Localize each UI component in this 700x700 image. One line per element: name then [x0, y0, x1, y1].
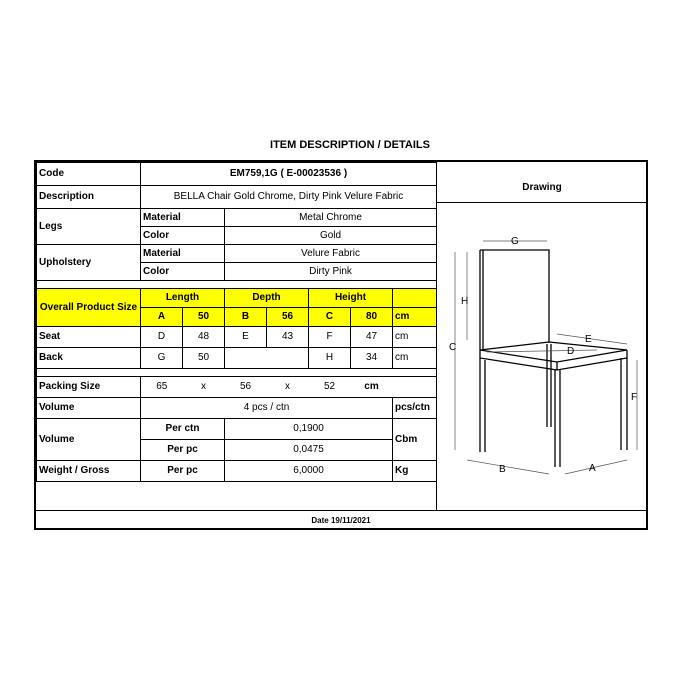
upholstery-label: Upholstery [37, 245, 141, 281]
code-label: Code [37, 163, 141, 186]
seat-label: Seat [37, 327, 141, 348]
chair-backrest [480, 250, 549, 350]
drawing-divider [437, 202, 647, 203]
legs-material-row [37, 209, 437, 227]
f-value: 47 [351, 327, 393, 348]
a-value: 50 [183, 308, 225, 327]
chair-leg-front-left [555, 370, 560, 467]
volume-pcs-unit: pcs/ctn [393, 398, 437, 419]
packing-x1: x [183, 377, 225, 398]
weight-row [37, 461, 437, 482]
per-ctn-label: Per ctn [141, 419, 225, 440]
packing-label: Packing Size [37, 377, 141, 398]
depth-header: Depth [225, 289, 309, 308]
back-label: Back [37, 348, 141, 369]
volume-cbm-unit: Cbm [393, 419, 437, 461]
spec-table [36, 162, 437, 482]
volume-pcs-label: Volume [37, 398, 141, 419]
h-label: H [309, 348, 351, 369]
upholstery-color-value: Dirty Pink [225, 263, 437, 281]
dim-a-line [565, 460, 627, 474]
dim-e-label: E [585, 334, 592, 345]
dim-d-line [487, 350, 597, 352]
dim-b-label: B [499, 464, 506, 475]
back-row [37, 348, 437, 369]
packing-height: 52 [309, 377, 351, 398]
dim-f-label: F [631, 392, 638, 403]
f-label: F [309, 327, 351, 348]
legs-material-label: Material [141, 209, 225, 227]
d-value: 48 [183, 327, 225, 348]
packing-unit: cm [351, 377, 393, 398]
per-pc-label: Per pc [141, 440, 225, 461]
dim-a-label: A [589, 463, 596, 474]
dim-g-label: G [511, 236, 519, 247]
c-label: C [309, 308, 351, 327]
drawing-title: Drawing [522, 182, 562, 193]
chair-leg-front-right [621, 358, 627, 450]
overall-unit: cm [393, 308, 437, 327]
packing-empty-cell [393, 377, 437, 398]
back-empty-cell [225, 348, 309, 369]
weight-value: 6,0000 [225, 461, 393, 482]
description-value: BELLA Chair Gold Chrome, Dirty Pink Velure Fabric [141, 186, 437, 209]
code-row [37, 163, 437, 186]
overall-size-label: Overall Product Size [37, 289, 141, 327]
weight-label: Weight / Gross [37, 461, 141, 482]
height-header: Height [309, 289, 393, 308]
per-ctn-value: 0,1900 [225, 419, 393, 440]
b-value: 56 [267, 308, 309, 327]
upholstery-material-row [37, 245, 437, 263]
chair-drawing [447, 222, 642, 482]
per-pc-value: 0,0475 [225, 440, 393, 461]
document-title: ITEM DESCRIPTION / DETAILS [270, 139, 430, 151]
drawing-panel [436, 162, 646, 510]
back-unit: cm [393, 348, 437, 369]
dim-e-line [557, 334, 627, 344]
footer-date: Date 19/11/2021 [36, 510, 646, 531]
dim-d-label: D [567, 346, 575, 357]
dim-b-line [467, 460, 549, 474]
chair-leg-back-left [480, 358, 485, 452]
legs-color-label: Color [141, 227, 225, 245]
code-value: EM759,1G ( E-00023536 ) [141, 163, 437, 186]
weight-unit: Kg [393, 461, 437, 482]
description-label: Description [37, 186, 141, 209]
seat-row [37, 327, 437, 348]
packing-row [37, 377, 437, 398]
e-value: 43 [267, 327, 309, 348]
chair-leg-back-right [547, 344, 551, 427]
legs-label: Legs [37, 209, 141, 245]
overall-empty-cell [393, 289, 437, 308]
a-label: A [141, 308, 183, 327]
packing-x2: x [267, 377, 309, 398]
dim-c-label: C [449, 342, 457, 353]
volume-cbm-label: Volume [37, 419, 141, 461]
spec-sheet [34, 160, 648, 530]
legs-color-value: Gold [225, 227, 437, 245]
volume-pcs-row [37, 398, 437, 419]
upholstery-material-label: Material [141, 245, 225, 263]
h-value: 34 [351, 348, 393, 369]
seat-unit: cm [393, 327, 437, 348]
g-value: 50 [183, 348, 225, 369]
weight-per-pc-label: Per pc [141, 461, 225, 482]
description-row [37, 186, 437, 209]
upholstery-material-value: Velure Fabric [225, 245, 437, 263]
packing-width: 56 [225, 377, 267, 398]
volume-pcs-value: 4 pcs / ctn [141, 398, 393, 419]
d-label: D [141, 327, 183, 348]
length-header: Length [141, 289, 225, 308]
volume-cbm-row-1 [37, 419, 437, 440]
dim-h-label: H [461, 296, 469, 307]
g-label: G [141, 348, 183, 369]
e-label: E [225, 327, 267, 348]
legs-material-value: Metal Chrome [225, 209, 437, 227]
packing-length: 65 [141, 377, 183, 398]
c-value: 80 [351, 308, 393, 327]
upholstery-color-label: Color [141, 263, 225, 281]
b-label: B [225, 308, 267, 327]
overall-header-row [37, 289, 437, 308]
